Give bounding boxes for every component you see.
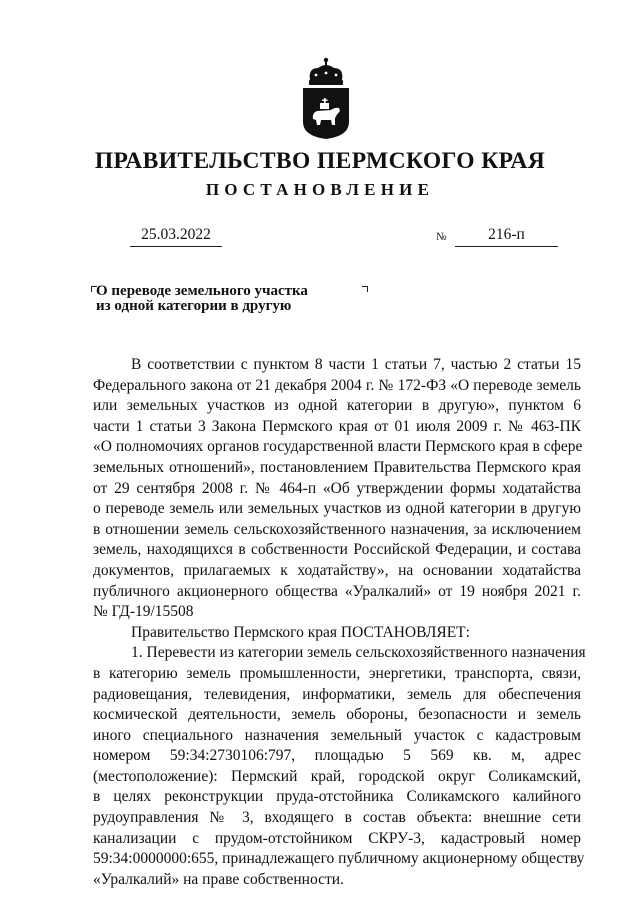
body-line: от 29 сентября 2008 г. № 464-п «Об утверждении формы ходатайства (93, 479, 581, 497)
body-line: радиовещания, телевидения, информатики, земель для обеспечения (93, 685, 581, 703)
document-number: 216-п (455, 225, 558, 247)
body-line: в отношении земель сельскохозяйственного назначения, за исключением (93, 520, 581, 538)
body-line: 1. Перевести из категории земель сельскохозяйственного назначения (131, 644, 586, 662)
body-line: земельных отношений», постановлением Правительства Пермского края (93, 458, 581, 476)
body-line: 59:34:0000000:655, принадлежащего публичному акционерному обществу (93, 850, 585, 868)
body-line: № ГД-19/15508 (93, 603, 194, 621)
body-line: части 1 статьи 3 Закона Пермского края от 01 июля 2009 г. № 463-ПК (93, 417, 581, 435)
body-line: Федерального закона от 21 декабря 2004 г. № 172-ФЗ «О переводе земель (93, 376, 581, 394)
body-line: В соответствии с пунктом 8 части 1 статьи 7, частью 2 статьи 15 (131, 356, 581, 373)
subject-line: из одной категории в другую (96, 298, 292, 314)
body-line: публичного акционерного общества «Уралкалий» от 19 ноября 2021 г. (93, 582, 581, 600)
number-prefix: № (436, 231, 447, 243)
body-line: «О полномочиях органов государственной власти Пермского края в сфере (93, 438, 583, 456)
body-line: номером 59:34:2730106:797, площадью 5 569 кв. м, адрес (93, 747, 581, 765)
body-line: Правительство Пермского края ПОСТАНОВЛЯЕТ: (131, 623, 470, 641)
subject-bracket-right (362, 286, 368, 292)
subject-line: О переводе земельного участка (96, 283, 308, 299)
body-line: канализации с прудом-отстойником СКРУ-3, кадастровый номер (93, 829, 581, 847)
government-title: ПРАВИТЕЛЬСТВО ПЕРМСКОГО КРАЯ (94, 148, 546, 174)
body-line: или земельных участков из одной категории в другую», пунктом 6 (93, 397, 581, 415)
body-line: в целях реконструкции пруда-отстойника Соликамского калийного (93, 788, 581, 806)
body-line: космической деятельности, земель обороны, безопасности и земель (93, 706, 581, 724)
body-line: документов, прилагаемых к ходатайству», на основании ходатайства (93, 561, 581, 579)
body-line: о переводе земель или земельных участков из одной категории в другую (93, 500, 581, 518)
body-line: «Уралкалий» на праве собственности. (93, 870, 344, 888)
document-body (93, 355, 586, 890)
perm-krai-coat-of-arms-icon (300, 56, 352, 140)
body-line: рудоуправления № 3, входящего в состав объекта: внешние сети (93, 809, 581, 827)
document-date: 25.03.2022 (130, 225, 222, 247)
body-line: иного специального назначения земельный участок с кадастровым (93, 726, 581, 744)
body-line: в категорию земель промышленности, энергетики, транспорта, связи, (93, 664, 581, 682)
body-line: земель, находящихся в собственности Российской Федерации, и состава (93, 541, 581, 559)
body-line: (местоположение): Пермский край, городской округ Соликамский, (93, 767, 581, 785)
document-subject (96, 284, 356, 314)
document-type: ПОСТАНОВЛЕНИЕ (205, 180, 435, 199)
